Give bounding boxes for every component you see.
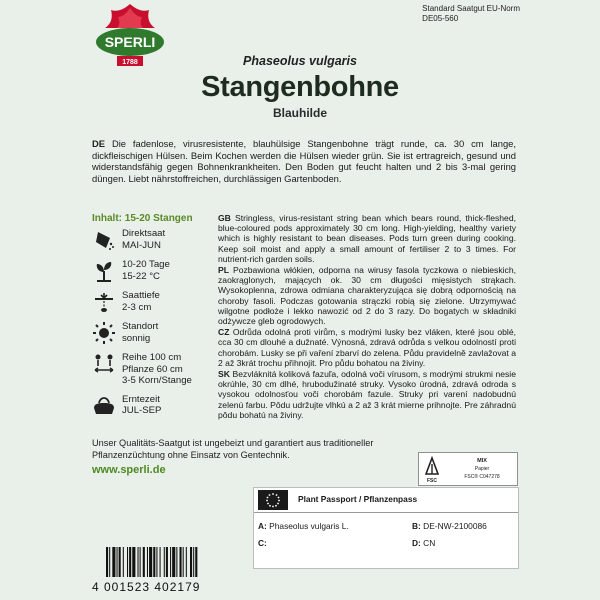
info-line: 3-5 Korn/Stange bbox=[122, 375, 192, 387]
info-line: Pflanze 60 cm bbox=[122, 363, 183, 375]
info-line: Direktsaat bbox=[122, 228, 166, 239]
barcode-bar bbox=[195, 547, 197, 577]
barcode-bar bbox=[164, 547, 165, 577]
barcode-bar bbox=[149, 547, 152, 577]
translation-text: Odrůda odolná proti virům, s modrými lusky bez vláken, které jsou oblé, cca 30 cm dlouhé a dužnaté. Výnosná, zdravá odrůda s velkou odolností proti chorobám. Lusky se při vaření zbarví do zelena. Půdu pravidelně zavlažovat a 2 až 3krát trochu přihnojit. Pro půdu bohatou na živiny. bbox=[218, 327, 517, 368]
translation-sk bbox=[218, 369, 516, 420]
passport-b bbox=[412, 521, 487, 531]
barcode-bar bbox=[123, 547, 124, 577]
info-line: JUL-SEP bbox=[122, 405, 162, 417]
info-line: Erntezeit bbox=[122, 393, 160, 405]
product-title: Stangenbohne bbox=[201, 71, 399, 103]
barcode-bar bbox=[132, 547, 135, 577]
contents-label: Inhalt: 15-20 Stangen bbox=[92, 213, 193, 224]
barcode-bar bbox=[147, 547, 148, 577]
barcode-bar bbox=[160, 547, 161, 577]
fsc-line3: FSC® C047278 bbox=[464, 474, 500, 480]
passport-b-value: DE-NW-2100086 bbox=[423, 521, 487, 531]
barcode-bar bbox=[153, 547, 155, 577]
passport-c bbox=[258, 538, 267, 548]
translation-text: Pozbawiona włókien, odporna na wirusy fasola tyczkowa o niebieskich, zaokrąglonych, mających ok. 30 cm długości mięsistych strąkach. Wysokoplenna, zdrowa odmiana charakteryzująca się dobrą odpornością na choroby fasoli. Podczas gotowania strączki robią się zielone. Utrzymywać wilgotne podłoże i lekko nawozić od 2 do 3 razy. Do bogatych w składniki odżywcze gleb ogrodowych. bbox=[218, 265, 517, 327]
translation-cz bbox=[218, 327, 516, 368]
lang-code-cz: CZ bbox=[218, 327, 230, 338]
passport-a bbox=[258, 521, 349, 531]
passport-d-value: CN bbox=[423, 538, 436, 548]
lang-code-de: DE bbox=[92, 138, 106, 149]
germination-icon bbox=[92, 259, 116, 283]
passport-c-label: C: bbox=[258, 538, 267, 548]
passport-header bbox=[254, 488, 518, 513]
logo-brand: SPERLI bbox=[104, 34, 156, 50]
barcode-bar bbox=[176, 547, 177, 577]
barcode-bar bbox=[170, 547, 171, 577]
info-row-direct-sowing bbox=[92, 228, 212, 252]
standard-line2: DE05-560 bbox=[422, 14, 459, 23]
barcode-bar bbox=[109, 547, 110, 577]
translation-text: Bezvláknitá koliková fazuľa, odolná voči vírusom, s modrými strukmi nesie okrúhle, 30 cm dlhé, hrubodužinaté struky. Vysoko úrodná, zdravá odroda s vysokou odolnosťou voči chorobám fazule. Struky pri varení nadobudnú zelenú farbu. Pôdu udržujte vlhkú a 2 až 3 krát mierne prihnojte. Pre záhradnú pôdu bohatú na živiny. bbox=[218, 369, 516, 420]
barcode-bar bbox=[172, 547, 175, 577]
info-line: 10-20 Tage bbox=[122, 259, 170, 270]
german-description-text: Die fadenlose, virusresistente, blauhülsige Stangenbohne trägt runde, ca. 30 cm lange, dickfleischigen Hülsen. Beim Kochen werden die Hülsen wieder grün. Sie ist ertragreich, gesund und widerstandsfähig gegen Bohnenkrankheiten. Den Boden gut feucht halten und 2 bis 3-mal gering düngen. Liebt nährstoffreichen, durchlässigen Gartenboden. bbox=[92, 138, 517, 184]
variety-name: Blauhilde bbox=[272, 106, 327, 120]
quality-statement: Unser Qualitäts-Saatgut ist ungebeizt und garantiert aus traditioneller Pflanzenzüchtung ohne Einsatz von Gentechnik. bbox=[92, 438, 374, 460]
barcode-bar bbox=[117, 547, 118, 577]
info-line: MAI-JUN bbox=[122, 239, 161, 251]
barcode-bar bbox=[186, 547, 187, 577]
lang-code-sk: SK bbox=[218, 369, 230, 380]
barcode-digits: 4 001523 402179 bbox=[92, 580, 201, 594]
barcode-bar bbox=[129, 547, 131, 577]
passport-d-label: D: bbox=[412, 538, 421, 548]
passport-d bbox=[412, 538, 435, 548]
barcode-bar bbox=[138, 547, 139, 577]
sowing-depth-icon bbox=[92, 290, 116, 314]
info-row-sowing-depth bbox=[92, 290, 212, 314]
translation-text: Stringless, virus-resistant string bean which bears round, thick-fleshed, blue-coloured pods approximately 30 cm long. High-yielding, healthy variety which is highly resistant to bean diseases. Pods turn green during cooking. Keep soil moist and apply a small amount of fertiliser 2 to 3 times. For nutrient-rich garden soils. bbox=[218, 213, 517, 264]
info-line: sonnig bbox=[122, 332, 151, 344]
info-line: Reihe 100 cm bbox=[122, 352, 182, 363]
lang-code-gb: GB bbox=[218, 213, 231, 223]
standard-line1: Standard Saatgut EU-Norm bbox=[422, 4, 520, 13]
translation-gb bbox=[218, 213, 516, 264]
barcode-bar bbox=[193, 547, 194, 577]
barcode-bar bbox=[127, 547, 128, 577]
standard-label bbox=[422, 4, 520, 24]
plant-passport bbox=[253, 487, 519, 569]
barcode-bar bbox=[183, 547, 184, 577]
passport-a-value: Phaseolus vulgaris L. bbox=[269, 521, 349, 531]
info-row-harvest bbox=[92, 394, 212, 418]
fsc-line1: MIX bbox=[477, 458, 487, 464]
translations-column bbox=[218, 213, 516, 421]
fsc-line2: Papier bbox=[474, 466, 490, 472]
website-link[interactable]: www.sperli.de bbox=[92, 464, 166, 476]
info-line: 2-3 cm bbox=[122, 301, 152, 313]
barcode-bar bbox=[180, 547, 182, 577]
info-line: 15-22 °C bbox=[122, 270, 160, 282]
barcode-bar bbox=[119, 547, 121, 577]
translation-pl bbox=[218, 265, 516, 326]
info-line: Saattiefe bbox=[122, 290, 160, 301]
info-row-spacing bbox=[92, 352, 212, 387]
harvest-icon bbox=[92, 394, 116, 418]
fsc-logo bbox=[418, 452, 518, 486]
barcode-bar bbox=[112, 547, 115, 577]
german-description bbox=[92, 138, 516, 184]
fsc-mark: FSC bbox=[427, 478, 437, 484]
barcode-bar bbox=[156, 547, 157, 577]
spacing-icon bbox=[92, 352, 116, 376]
info-line: Standort bbox=[122, 321, 159, 332]
latin-name: Phaseolus vulgaris bbox=[243, 54, 357, 68]
barcode-bar bbox=[166, 547, 168, 577]
direct-sowing-icon bbox=[92, 228, 116, 252]
passport-title: Plant Passport / Pflanzenpass bbox=[298, 494, 418, 504]
sowing-info-column bbox=[92, 213, 212, 425]
passport-a-label: A: bbox=[258, 521, 267, 531]
info-row-location bbox=[92, 321, 212, 345]
sun-icon bbox=[92, 321, 116, 345]
barcode-bar bbox=[143, 547, 145, 577]
barcode-bar bbox=[190, 547, 192, 577]
info-row-germination bbox=[92, 259, 212, 283]
barcode-bar bbox=[140, 547, 141, 577]
barcode-bar bbox=[106, 547, 108, 577]
eu-flag-icon bbox=[258, 490, 288, 510]
lang-code-pl: PL bbox=[218, 265, 229, 276]
passport-b-label: B: bbox=[412, 521, 421, 531]
logo-year: 1788 bbox=[122, 59, 138, 66]
